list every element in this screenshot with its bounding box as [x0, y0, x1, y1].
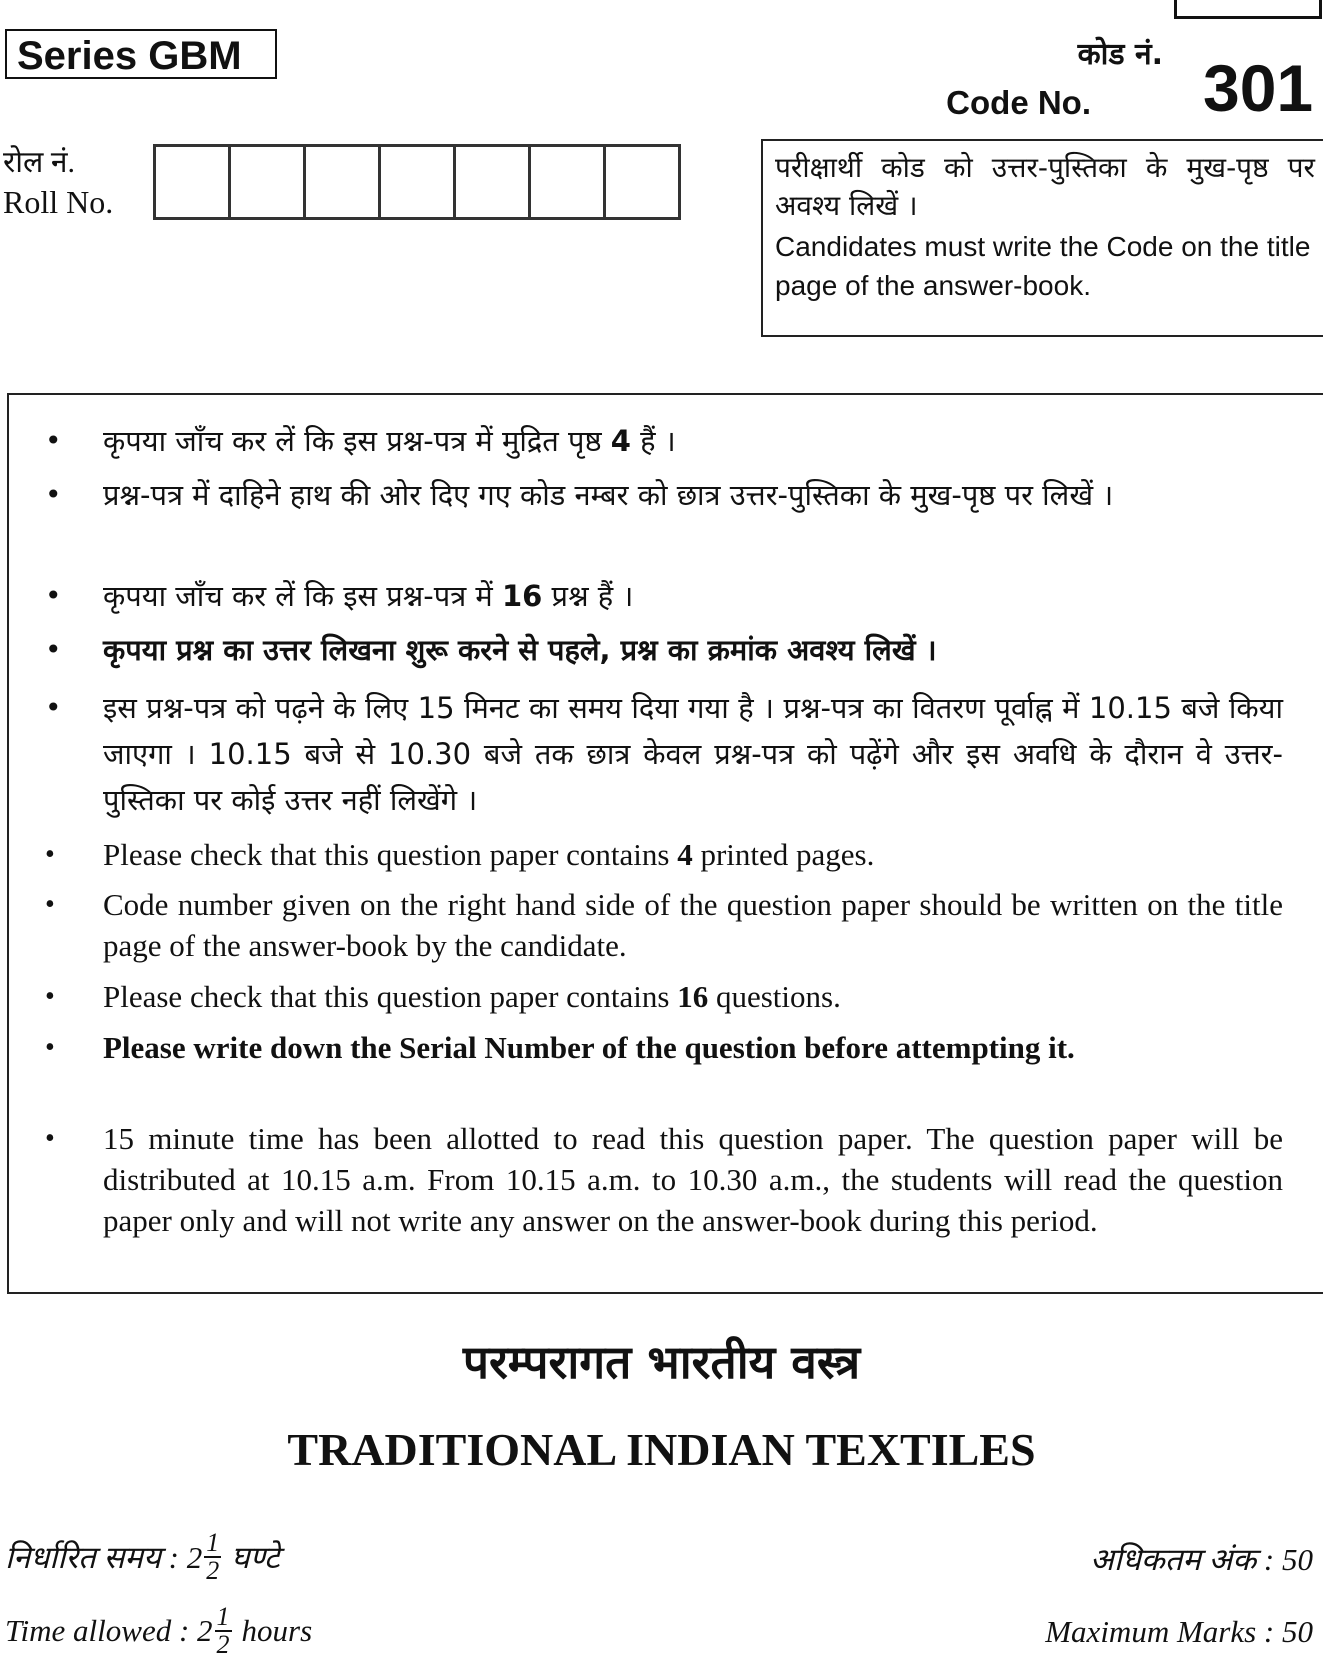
instruction-text: Code number given on the right hand side of the question paper should be written on the title page of the answer-book by the candidate. [103, 887, 1283, 963]
fraction-numerator: 1 [216, 1602, 230, 1631]
bullet-icon: • [45, 889, 55, 920]
instruction-text: 15 minute time has been allotted to read this question paper. The question paper will be distributed at 10.15 a.m. From 10.15 a.m. to 10.30 a.m., the students will read the question paper only and will not write any answer on the answer-book during this period. [103, 1121, 1283, 1238]
roll-digit-box[interactable] [231, 147, 306, 217]
bullet-icon: • [45, 424, 62, 457]
max-marks-hindi: अधिकतम अंक : 50 [1090, 1542, 1313, 1577]
instruction-text: प्रश्न-पत्र में दाहिने हाथ की ओर दिए गए कोड नम्बर को छात्र उत्तर-पुस्तिका के मुख-पृष्ठ पर लिखें । [103, 478, 1114, 512]
code-label: Code No. [946, 84, 1091, 121]
bullet-icon: • [45, 633, 62, 666]
instruction-item [45, 884, 1283, 966]
bullet-icon: • [45, 1123, 55, 1154]
roll-digit-box[interactable] [306, 147, 381, 217]
instruction-text: कृपया जाँच कर लें कि इस प्रश्न-पत्र में [103, 579, 502, 613]
instruction-text: printed pages. [692, 837, 875, 872]
roll-digit-box[interactable] [456, 147, 531, 217]
instruction-text: 16 [677, 979, 709, 1014]
bullet-icon: • [45, 839, 55, 870]
instruction-text: 4 [677, 837, 693, 872]
instruction-text: Please check that this question paper contains [103, 837, 678, 872]
bullet-icon: • [45, 478, 62, 511]
fraction-denominator: 2 [216, 1630, 230, 1659]
instruction-item [45, 834, 1283, 875]
subject-title-hindi: परम्परागत भारतीय वस्त्र [462, 1335, 861, 1389]
instruction-item [45, 472, 1283, 518]
instruction-text: प्रश्न हैं । [542, 579, 634, 613]
roll-number-boxes[interactable] [153, 144, 681, 220]
instruction-text: 16 [501, 579, 543, 613]
fraction-numerator: 1 [206, 1528, 220, 1557]
roll-digit-box[interactable] [606, 147, 678, 217]
instruction-text: इस प्रश्न-पत्र को पढ़ने के लिए 15 मिनट का समय दिया गया है । प्रश्न-पत्र का वितरण पूर्वाह्न में 10.15 बजे किया जाएगा । 10.15 बजे से 10.30 बजे तक छात्र केवल प्रश्न-पत्र को पढ़ेंगे और इस अवधि के दौरान वे उत्तर-पुस्तिका पर कोई उत्तर नहीं लिखेंगे । [103, 691, 1283, 817]
instruction-item [45, 976, 1283, 1017]
code-instruction-box [761, 139, 1323, 337]
max-marks: Maximum Marks : 50 [1045, 1614, 1313, 1649]
subject-title: TRADITIONAL INDIAN TEXTILES [287, 1424, 1036, 1475]
roll-label: Roll No. [3, 184, 114, 220]
instruction-text: Please write down the Serial Number of the question before attempting it. [103, 1030, 1075, 1065]
roll-label-hindi: रोल नं. [3, 146, 76, 179]
bullet-icon: • [45, 981, 55, 1012]
roll-digit-box[interactable] [381, 147, 456, 217]
fraction [215, 1604, 232, 1658]
time-allowed [5, 1604, 312, 1658]
time-allowed-hindi [5, 1530, 280, 1584]
instruction-item [45, 685, 1283, 823]
fraction [204, 1530, 221, 1584]
time-label: Time allowed : 2 [5, 1613, 213, 1648]
instruction-text: हैं । [630, 424, 676, 458]
code-label-hindi: कोड नं. [1077, 37, 1163, 72]
bullet-icon: • [45, 579, 62, 612]
time-label-hindi: निर्धारित समय : 2 [5, 1540, 203, 1575]
time-unit: hours [241, 1613, 313, 1648]
code-note-english: Candidates must write the Code on the title page of the answer-book. [775, 231, 1311, 301]
instruction-item [45, 573, 1283, 619]
instruction-text: कृपया जाँच कर लें कि इस प्रश्न-पत्र में मुद्रित पृष्ठ [103, 424, 611, 458]
series-label: Series GBM [5, 29, 277, 79]
code-number: 301 [1203, 51, 1314, 125]
roll-digit-box[interactable] [531, 147, 606, 217]
bullet-icon: • [45, 691, 62, 724]
instruction-text: 4 [610, 424, 631, 458]
instruction-text: Please check that this question paper contains [103, 979, 678, 1014]
instruction-item [45, 1118, 1283, 1241]
bullet-icon: • [45, 1032, 55, 1063]
instruction-item [45, 627, 1283, 673]
instruction-item [45, 1027, 1283, 1068]
fraction-denominator: 2 [206, 1556, 220, 1585]
instruction-text: कृपया प्रश्न का उत्तर लिखना शुरू करने से पहले, प्रश्न का क्रमांक अवश्य लिखें । [103, 633, 937, 667]
code-note-hindi: परीक्षार्थी कोड को उत्तर-पुस्तिका के मुख-पृष्ठ पर अवश्य लिखें । [775, 151, 1315, 222]
instruction-text: questions. [708, 979, 841, 1014]
corner-box [1174, 0, 1322, 19]
time-unit-hindi: घण्टे [231, 1540, 280, 1575]
instruction-item [45, 418, 1283, 464]
roll-digit-box[interactable] [156, 147, 231, 217]
